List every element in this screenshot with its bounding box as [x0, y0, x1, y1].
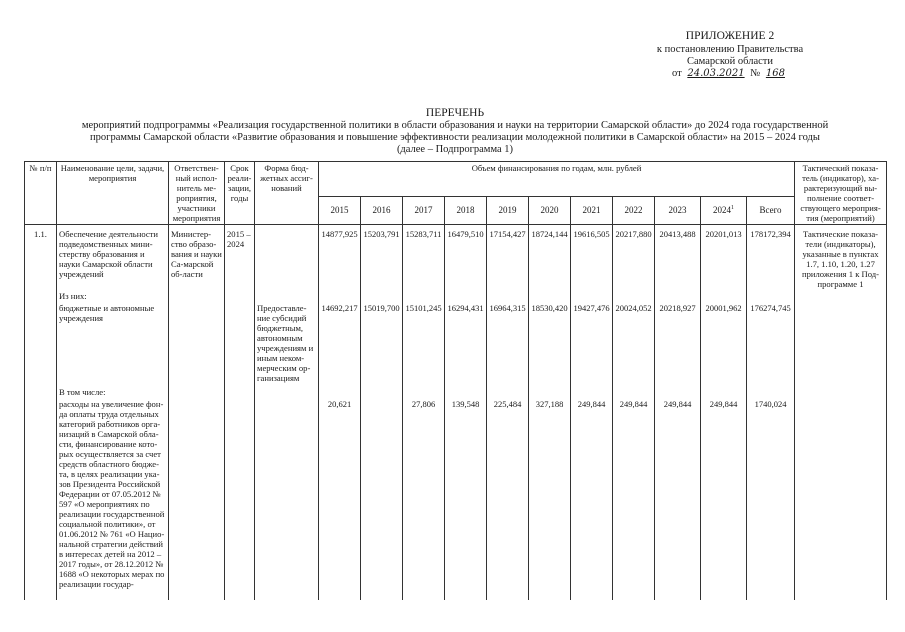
value-cell: 17154,427 — [487, 225, 529, 291]
col-header-term: Срок реали-зации, годы — [225, 162, 255, 225]
value-cell: 20001,962 — [701, 302, 747, 386]
value-cell: 27,806 — [403, 398, 445, 600]
appendix-title: ПРИЛОЖЕНИЕ 2 — [685, 30, 775, 42]
value-cell: 19616,505 — [571, 225, 613, 291]
value-cell: 327,188 — [529, 398, 571, 600]
year-header: 2017 — [403, 196, 445, 224]
value-cell: 18724,144 — [529, 225, 571, 291]
table-row — [25, 302, 887, 386]
value-cell: 15019,700 — [361, 302, 403, 386]
col-header-indicator: Тактический показа-тель (индикатор), ха-рактеризующий вы-полнение соответ-ствующего мероприя-тия (мероприятий) — [795, 162, 887, 225]
appendix-date-line — [630, 68, 830, 80]
year-header: 2018 — [445, 196, 487, 224]
value-cell: 15101,245 — [403, 302, 445, 386]
year-header: 2015 — [319, 196, 361, 224]
title-line-1: мероприятий подпрограммы «Реализация государственной политики в области образования и науки на территории Самарской области» до 2024 года государственной — [81, 120, 829, 131]
year-header: 2022 — [613, 196, 655, 224]
title-line-2: программы Самарской области «Развитие образования и повышение эффективности реализации молодежной политики в Самарской области» на 2015 – 2024 годы — [90, 132, 820, 143]
row-indicator: Тактические показа-тели (индикаторы), указанные в пунктах 1.7, 1.10, 1.20, 1.27 приложения 1 к Под-программе 1 — [795, 225, 887, 291]
year-header: 2016 — [361, 196, 403, 224]
footnote-mark: 1 — [731, 205, 734, 212]
row-name: бюджетные и автономные учреждения — [57, 302, 169, 386]
row-form — [255, 225, 319, 291]
table-row — [25, 386, 887, 398]
row-label-including: В том числе: — [57, 386, 169, 398]
col-header-funding: Объем финансирования по годам, млн. рублей — [319, 162, 795, 197]
value-cell: 20218,927 — [655, 302, 701, 386]
row-form: Предоставле-ние субсидий бюджетным, автономным учреждениям и иным неком-мерческим ор-ганизациям — [255, 302, 319, 386]
total-cell: 1740,024 — [747, 398, 795, 600]
value-cell: 20,621 — [319, 398, 361, 600]
value-cell: 16294,431 — [445, 302, 487, 386]
year-header: 2023 — [655, 196, 701, 224]
year-header: 2020 — [529, 196, 571, 224]
title-line-3: (далее – Подпрограмма 1) — [396, 144, 514, 155]
table-row — [25, 398, 887, 600]
value-cell: 20413,488 — [655, 225, 701, 291]
value-cell: 16479,510 — [445, 225, 487, 291]
funding-table — [24, 161, 887, 600]
col-header-num: № п/п — [25, 162, 57, 225]
appendix-line-2: Самарской области — [687, 56, 773, 67]
value-cell: 14877,925 — [319, 225, 361, 291]
row-number: 1.1. — [25, 225, 57, 291]
year-header-2024 — [701, 196, 747, 224]
document-title: ПЕРЕЧЕНЬ — [425, 107, 485, 119]
col-header-responsible: Ответствен-ный испол-нитель ме-роприятия, участники мероприятия — [169, 162, 225, 225]
table-row — [25, 225, 887, 291]
handwritten-number: 168 — [765, 68, 785, 79]
total-header: Всего — [747, 196, 795, 224]
value-cell: 19427,476 — [571, 302, 613, 386]
row-name: расходы на увеличение фон-да оплаты труда отдельных категорий работников орга-низаций в Самарской обла-сти, финансирование кото-рых осуществляется за счет средств областного бюдже-та, в целях реализации ука-зов Президента Российской Федерации от 07.05.2012 № 597 «О мероприятиях по реализации государственной социальной политики», от 01.06.2012 № 761 «О Нацио-нальной стратегии действий в интересах детей на 2012 – 2017 годы», от 28.12.2012 № 1688 «О некоторых мерах по реализации государ- — [57, 398, 169, 600]
value-cell: 20201,013 — [701, 225, 747, 291]
value-cell: 18530,420 — [529, 302, 571, 386]
header-row-1 — [25, 162, 887, 197]
value-cell: 15283,711 — [403, 225, 445, 291]
handwritten-date: 24.03.2021 — [687, 68, 745, 79]
value-cell: 139,548 — [445, 398, 487, 600]
appendix-line-1: к постановлению Правительства — [656, 44, 804, 55]
total-cell: 178172,394 — [747, 225, 795, 291]
year-header: 2019 — [487, 196, 529, 224]
year-header: 2021 — [571, 196, 613, 224]
row-label-of-them: Из них: — [57, 290, 169, 302]
appendix-block — [630, 30, 830, 80]
value-cell: 20217,880 — [613, 225, 655, 291]
col-header-form: Форма бюд-жетных ассиг-нований — [255, 162, 319, 225]
value-cell: 249,844 — [613, 398, 655, 600]
value-cell: 15203,791 — [361, 225, 403, 291]
value-cell: 249,844 — [701, 398, 747, 600]
table-row — [25, 290, 887, 302]
col-header-name: Наименование цели, задачи, мероприятия — [57, 162, 169, 225]
value-cell: 249,844 — [571, 398, 613, 600]
value-cell: 14692,217 — [319, 302, 361, 386]
row-name: Обеспечение деятельности подведомственных мини-стерству образования и науки Самарской области учреждений — [57, 225, 169, 291]
number-prefix: № — [750, 68, 761, 79]
value-cell: 225,484 — [487, 398, 529, 600]
value-cell: 249,844 — [655, 398, 701, 600]
value-cell: 16964,315 — [487, 302, 529, 386]
value-cell — [361, 398, 403, 600]
year-2024-label: 2024 — [713, 205, 731, 216]
total-cell: 176274,745 — [747, 302, 795, 386]
date-prefix: от — [672, 68, 682, 79]
row-responsible: Министер-ство образо-вания и науки Са-марской об-ласти — [169, 225, 225, 291]
value-cell: 20024,052 — [613, 302, 655, 386]
row-term: 2015 – 2024 — [225, 225, 255, 291]
document-title-block — [40, 107, 870, 156]
